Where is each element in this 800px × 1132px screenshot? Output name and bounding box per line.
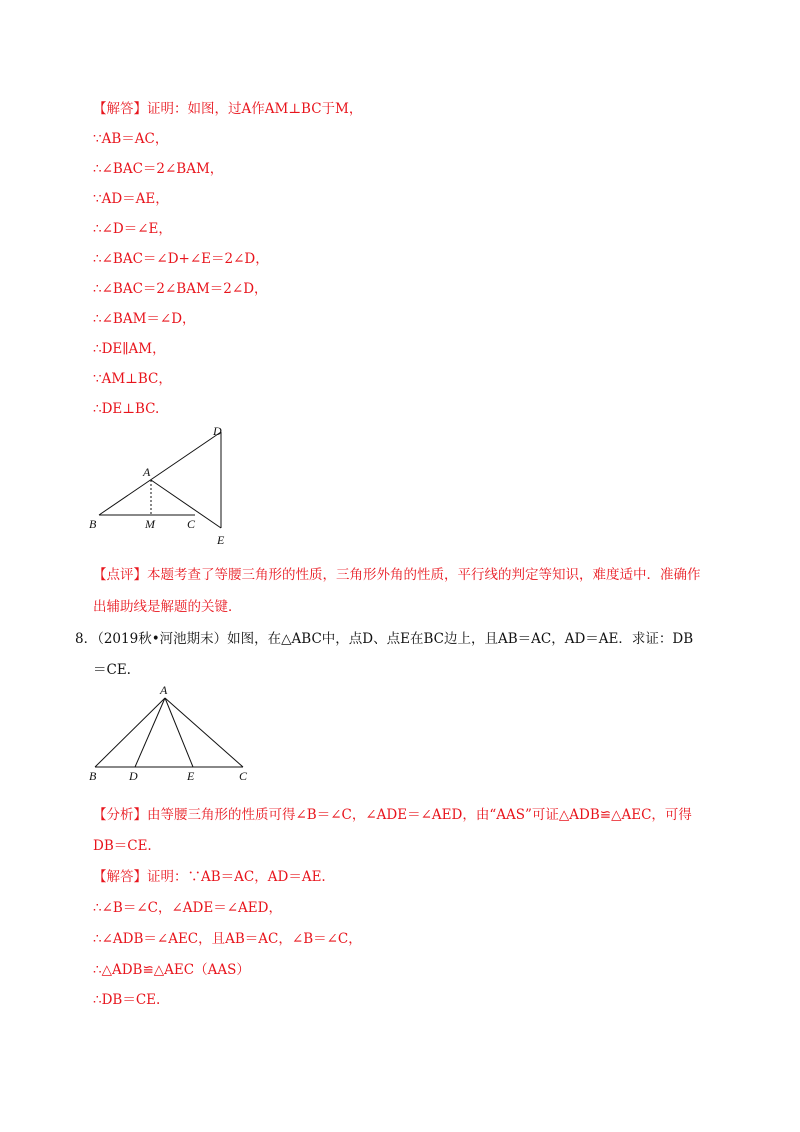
label-d: D	[129, 769, 138, 783]
label-d: D	[213, 424, 222, 438]
comment-7-line-2: 出辅助线是解题的关键．	[93, 599, 242, 615]
figure-7-geometry-diagram	[85, 420, 245, 550]
solution-8-line-3: ∴∠ADB＝∠AEC，且AB＝AC，∠B＝∠C，	[93, 931, 362, 947]
line-ad	[135, 698, 165, 767]
solution-7-line-5: ∴∠D＝∠E，	[93, 221, 172, 237]
line-ab	[95, 698, 165, 767]
line-ae	[151, 480, 221, 528]
solution-7-line-8: ∴∠BAM＝∠D，	[93, 311, 196, 327]
label-a: A	[160, 683, 168, 697]
label-c: C	[187, 517, 196, 531]
solution-7-line-7: ∴∠BAC＝2∠BAM＝2∠D，	[93, 281, 268, 297]
problem-8-line-2: ＝CE.	[93, 662, 131, 678]
solution-7-line-1: 【解答】证明：如图，过A作AM⊥BC于M，	[93, 101, 363, 117]
analysis-8-line-2: DB＝CE.	[93, 838, 152, 854]
solution-8-line-1: 【解答】证明：∵AB＝AC，AD＝AE.	[93, 869, 326, 885]
solution-7-line-2: ∵AB＝AC，	[93, 131, 169, 147]
solution-7-line-11: ∴DE⊥BC.	[93, 401, 160, 417]
label-e: E	[187, 769, 195, 783]
analysis-8-line-1: 【分析】由等腰三角形的性质可得∠B＝∠C，∠ADE＝∠AED，由“AAS”可证△ADB≌△AEC，可得	[93, 807, 692, 823]
problem-8-line-1: 8．（2019秋•河池期末）如图，在△ABC中，点D、点E在BC边上，且AB＝AC，AD＝AE．求证：DB	[75, 631, 694, 647]
comment-7-line-1: 【点评】本题考查了等腰三角形的性质，三角形外角的性质，平行线的判定等知识，难度适中．准确作	[93, 567, 701, 583]
solution-7-line-6: ∴∠BAC＝∠D+∠E＝2∠D，	[93, 251, 269, 267]
solution-8-line-4: ∴△ADB≌△AEC（AAS）	[93, 962, 250, 978]
figure-8-triangle-diagram	[85, 682, 255, 784]
solution-7-line-9: ∴DE∥AM，	[93, 341, 166, 357]
label-b: B	[89, 769, 97, 783]
solution-7-line-10: ∵AM⊥BC，	[93, 371, 172, 387]
line-bd	[99, 432, 221, 515]
line-ac	[165, 698, 243, 767]
label-a: A	[143, 465, 151, 479]
solution-8-line-5: ∴DB＝CE.	[93, 992, 161, 1008]
label-b: B	[89, 517, 97, 531]
solution-8-line-2: ∴∠B＝∠C，∠ADE＝∠AED，	[93, 900, 282, 916]
label-e: E	[217, 533, 225, 547]
solution-7-line-4: ∵AD＝AE，	[93, 191, 169, 207]
label-c: C	[239, 769, 248, 783]
label-m: M	[145, 517, 155, 531]
solution-7-line-3: ∴∠BAC＝2∠BAM，	[93, 161, 224, 177]
line-ae	[165, 698, 193, 767]
